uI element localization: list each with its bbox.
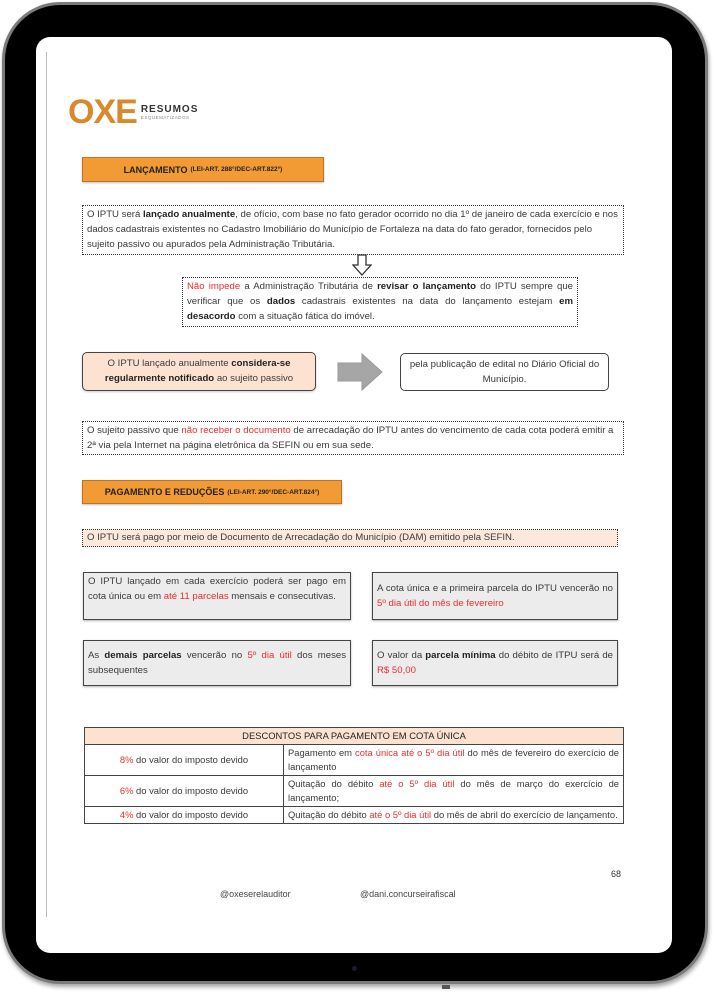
highlight-text: 5º dia útil: [247, 650, 292, 661]
discount-table: [84, 727, 624, 824]
text: O IPTU será pago por meio de Documento de Arrecadação do Município (DAM) emitido pela SEFIN.: [87, 532, 515, 543]
highlight-text: até o 5º dia útil: [379, 778, 455, 789]
section-title: LANÇAMENTO: [123, 164, 188, 175]
highlight-text: até 11 parcelas: [163, 591, 229, 602]
text: O IPTU será: [87, 209, 143, 220]
text: com a situação fática do imóvel.: [235, 311, 375, 322]
text-bold: em desacordo: [187, 296, 573, 322]
segunda-via-box: [82, 421, 624, 455]
text: As: [88, 650, 105, 661]
text-bold: considera-se regularmente notificado: [104, 358, 291, 384]
text: pela publicação de edital no Diário Oficial do Município.: [409, 359, 600, 385]
footer-handle-1: @oxeserelauditor: [220, 889, 291, 899]
text: A cota única e a primeira parcela do IPTU vencerão no: [377, 583, 613, 594]
highlight-text: cota única até o 5º dia útil: [355, 747, 465, 758]
highlight-text: Não impede: [187, 281, 241, 292]
text: O sujeito passivo que: [87, 425, 182, 436]
text: , de ofício, com base no fato gerador ocorrido no dia 1º de janeiro de cada exercício e nos dados cadastrais existentes no Cadastro Imobiliário do Município de Fortaleza na data do fato gerador, fornecidos pelo sujeito passivo ou apurados pela Administração Tributária.: [87, 209, 618, 250]
camera-icon: [352, 966, 357, 971]
primeira-parcela-box: [372, 572, 618, 620]
notificacao-box: [82, 352, 316, 391]
text: Pagamento em: [288, 747, 355, 758]
logo-title: RESUMOS: [140, 103, 199, 115]
text: de arrecadação do IPTU antes do vencimento de cada cota poderá emitir a 2ª via pela Internet na página eletrônica da SEFIN ou em sua sede.: [87, 425, 614, 451]
text: ao sujeito passivo: [214, 373, 294, 384]
table-row: [85, 807, 624, 824]
table-row: [85, 745, 624, 776]
down-arrow-icon: [352, 254, 372, 276]
page-number: 68: [611, 869, 622, 879]
text: do IPTU sempre que verificar que os: [187, 281, 574, 307]
text: Quitação do débito: [288, 809, 370, 820]
discount-pct: 6%: [119, 785, 134, 796]
logo-brand: OXE: [68, 93, 137, 131]
highlight-text: R$ 50,00: [377, 665, 416, 676]
page-edge-divider: [46, 52, 47, 917]
section-ref: (LEI-ART. 288°/DEC-ART.822°): [190, 166, 283, 173]
text: do débito de ITPU será de: [495, 650, 613, 661]
section-header-pagamento: [82, 480, 342, 504]
text-bold: lançado anualmente: [142, 209, 236, 220]
revisao-note-box: [182, 277, 578, 327]
lancamento-main-box: [82, 205, 624, 255]
footer-handle-2: @dani.concurseirafiscal: [360, 889, 456, 899]
text: O IPTU lançado em cada exercício poderá ser pago em cota única ou em: [88, 576, 346, 602]
right-arrow-icon: [336, 353, 384, 391]
text: a Administração Tributária de: [240, 281, 378, 292]
hardware-button: [442, 985, 450, 989]
text: do mês de abril do exercício de lançamento.: [431, 809, 618, 820]
text: do valor do imposto devido: [133, 754, 249, 765]
highlight-text: não receber o documento: [181, 425, 291, 436]
text: O IPTU lançado anualmente: [107, 358, 232, 369]
section-title: PAGAMENTO E REDUÇÕES: [104, 487, 225, 497]
text: cadastrais existentes na data do lançamento estejam: [295, 296, 560, 307]
parcela-minima-box: [372, 640, 618, 686]
highlight-text: 5º dia útil do mês de fevereiro: [377, 598, 504, 609]
tablet-screen: [36, 37, 672, 953]
text-bold: demais parcelas: [104, 650, 182, 661]
parcelas-box: [83, 572, 351, 620]
table-header: DESCONTOS PARA PAGAMENTO EM COTA ÚNICA: [85, 728, 624, 745]
discount-pct: 4%: [119, 809, 134, 820]
text: do mês de fevereiro do exercício de lançamento: [288, 747, 619, 772]
text: Quitação do débito: [288, 778, 380, 789]
demais-parcelas-box: [83, 640, 351, 686]
dam-box: [82, 529, 618, 547]
text: vencerão no: [181, 650, 248, 661]
logo-subtitle: ESQUEMATIZADOS: [140, 114, 190, 120]
text: do mês de março do exercício de lançamento;: [288, 778, 619, 803]
discount-pct: 8%: [119, 754, 134, 765]
section-ref: (LEI-ART. 290°/DEC-ART.824°): [227, 488, 320, 496]
text-bold: dados: [266, 296, 296, 307]
text: mensais e consecutivas.: [228, 591, 336, 602]
highlight-text: até o 5º dia útil: [369, 809, 432, 820]
text: dos meses subsequentes: [88, 650, 346, 676]
text: O valor da: [377, 650, 426, 661]
publicacao-box: [400, 353, 609, 391]
table-row: [85, 776, 624, 807]
section-header-lancamento: [82, 157, 324, 182]
logo: [68, 95, 198, 129]
text: do valor do imposto devido: [133, 809, 249, 820]
text-bold: revisar o lançamento: [377, 281, 476, 292]
text-bold: parcela mínima: [425, 650, 496, 661]
text: do valor do imposto devido: [133, 785, 249, 796]
